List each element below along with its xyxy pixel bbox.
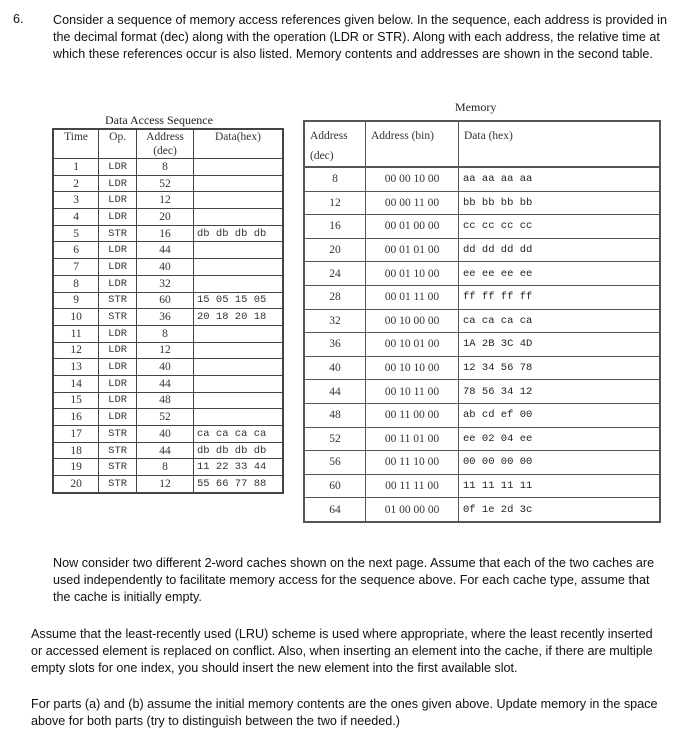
time-cell: 4 xyxy=(53,209,99,226)
op-cell: STR xyxy=(99,225,137,242)
time-cell: 12 xyxy=(53,342,99,359)
address-cell: 16 xyxy=(137,225,194,242)
memory-caption: Memory xyxy=(455,100,497,114)
data-cell: 15 05 15 05 xyxy=(194,292,284,309)
data-cell xyxy=(194,159,284,176)
time-cell: 7 xyxy=(53,259,99,276)
op-cell: LDR xyxy=(99,392,137,409)
data-hex-cell: 00 00 00 00 xyxy=(459,451,661,475)
time-cell: 20 xyxy=(53,476,99,493)
address-bin-cell: 00 10 01 00 xyxy=(366,333,459,357)
time-cell: 17 xyxy=(53,426,99,443)
address-dec-cell: 24 xyxy=(304,262,366,286)
address-cell: 8 xyxy=(137,325,194,342)
memory-row xyxy=(304,474,660,498)
address-dec-cell: 32 xyxy=(304,309,366,333)
header-op: Op. xyxy=(99,129,137,159)
op-cell: STR xyxy=(99,309,137,326)
address-dec-cell: 48 xyxy=(304,403,366,427)
sequence-row xyxy=(53,159,283,176)
op-cell: STR xyxy=(99,442,137,459)
time-cell: 16 xyxy=(53,409,99,426)
data-hex-cell: dd dd dd dd xyxy=(459,238,661,262)
address-cell: 52 xyxy=(137,175,194,192)
address-cell: 60 xyxy=(137,292,194,309)
address-dec-cell: 52 xyxy=(304,427,366,451)
data-cell xyxy=(194,342,284,359)
address-bin-cell: 00 01 01 00 xyxy=(366,238,459,262)
time-cell: 15 xyxy=(53,392,99,409)
address-dec-cell: 60 xyxy=(304,474,366,498)
sequence-row xyxy=(53,209,283,226)
data-hex-cell: ca ca ca ca xyxy=(459,309,661,333)
sequence-row xyxy=(53,442,283,459)
address-dec-cell: 56 xyxy=(304,451,366,475)
sequence-row xyxy=(53,392,283,409)
address-cell: 44 xyxy=(137,442,194,459)
time-cell: 5 xyxy=(53,225,99,242)
data-cell xyxy=(194,259,284,276)
op-cell: LDR xyxy=(99,375,137,392)
data-cell xyxy=(194,409,284,426)
time-cell: 9 xyxy=(53,292,99,309)
time-cell: 10 xyxy=(53,309,99,326)
address-cell: 40 xyxy=(137,426,194,443)
sequence-row xyxy=(53,225,283,242)
sequence-caption: Data Access Sequence xyxy=(105,113,213,127)
address-dec-cell: 36 xyxy=(304,333,366,357)
sequence-row xyxy=(53,309,283,326)
sequence-row xyxy=(53,476,283,493)
memory-row xyxy=(304,403,660,427)
op-cell: LDR xyxy=(99,242,137,259)
op-cell: LDR xyxy=(99,159,137,176)
op-cell: LDR xyxy=(99,359,137,376)
sequence-row xyxy=(53,259,283,276)
sequence-row xyxy=(53,342,283,359)
time-cell: 8 xyxy=(53,275,99,292)
data-hex-cell: cc cc cc cc xyxy=(459,215,661,239)
data-access-sequence-table xyxy=(52,128,284,494)
address-dec-cell: 20 xyxy=(304,238,366,262)
op-cell: LDR xyxy=(99,409,137,426)
sequence-row xyxy=(53,175,283,192)
address-bin-cell: 00 11 00 00 xyxy=(366,403,459,427)
memory-row xyxy=(304,167,660,191)
op-cell: STR xyxy=(99,426,137,443)
header-address-dec: Address (dec) xyxy=(304,121,366,167)
address-cell: 48 xyxy=(137,392,194,409)
data-hex-cell: ff ff ff ff xyxy=(459,285,661,309)
memory-row xyxy=(304,380,660,404)
data-hex-cell: 12 34 56 78 xyxy=(459,356,661,380)
op-cell: STR xyxy=(99,476,137,493)
data-cell xyxy=(194,375,284,392)
address-dec-cell: 44 xyxy=(304,380,366,404)
time-cell: 18 xyxy=(53,442,99,459)
header-data: Data(hex) xyxy=(194,129,284,159)
sequence-row xyxy=(53,459,283,476)
address-bin-cell: 00 00 10 00 xyxy=(366,167,459,191)
op-cell: LDR xyxy=(99,259,137,276)
address-bin-cell: 00 11 01 00 xyxy=(366,427,459,451)
time-cell: 3 xyxy=(53,192,99,209)
memory-row xyxy=(304,333,660,357)
address-cell: 8 xyxy=(137,159,194,176)
memory-row xyxy=(304,451,660,475)
address-cell: 40 xyxy=(137,259,194,276)
op-cell: LDR xyxy=(99,175,137,192)
address-bin-cell: 00 10 10 00 xyxy=(366,356,459,380)
data-cell xyxy=(194,275,284,292)
data-cell xyxy=(194,209,284,226)
op-cell: STR xyxy=(99,459,137,476)
paragraph-lru: Assume that the least-recently used (LRU) scheme is used where appropriate, where the least recently inserted or accessed element is replaced on conflict. Also, when inserting an element into the cache, if there are multiple empty slots for one index, you should insert the new element into the first available slot. xyxy=(31,627,653,675)
data-cell xyxy=(194,175,284,192)
address-bin-cell: 00 01 11 00 xyxy=(366,285,459,309)
address-bin-cell: 00 00 11 00 xyxy=(366,191,459,215)
address-bin-cell: 00 01 00 00 xyxy=(366,215,459,239)
header-address: Address (dec) xyxy=(137,129,194,159)
sequence-row xyxy=(53,275,283,292)
op-cell: LDR xyxy=(99,325,137,342)
sequence-row xyxy=(53,359,283,376)
address-dec-cell: 40 xyxy=(304,356,366,380)
time-cell: 13 xyxy=(53,359,99,376)
op-cell: LDR xyxy=(99,192,137,209)
data-hex-cell: ee ee ee ee xyxy=(459,262,661,286)
data-cell xyxy=(194,392,284,409)
address-bin-cell: 00 11 10 00 xyxy=(366,451,459,475)
paragraph-parts: For parts (a) and (b) assume the initial memory contents are the ones given above. Update memory in the space above for both parts (try to distinguish between the two if needed.) xyxy=(31,697,658,728)
address-bin-cell: 01 00 00 00 xyxy=(366,498,459,522)
data-cell: db db db db xyxy=(194,442,284,459)
address-cell: 32 xyxy=(137,275,194,292)
memory-row xyxy=(304,285,660,309)
op-cell: LDR xyxy=(99,342,137,359)
data-cell: 20 18 20 18 xyxy=(194,309,284,326)
sequence-row xyxy=(53,242,283,259)
data-cell xyxy=(194,359,284,376)
address-dec-cell: 8 xyxy=(304,167,366,191)
sequence-row xyxy=(53,375,283,392)
op-cell: LDR xyxy=(99,275,137,292)
address-cell: 12 xyxy=(137,192,194,209)
header-data-hex: Data (hex) xyxy=(459,121,661,167)
time-cell: 6 xyxy=(53,242,99,259)
address-cell: 12 xyxy=(137,342,194,359)
memory-row xyxy=(304,356,660,380)
data-hex-cell: 11 11 11 11 xyxy=(459,474,661,498)
data-hex-cell: bb bb bb bb xyxy=(459,191,661,215)
address-dec-cell: 12 xyxy=(304,191,366,215)
question-text: Consider a sequence of memory access references given below. In the sequence, each address is provided in the decimal format (dec) along with the operation (LDR or STR). Along with each address, the relative time at which these references occur is also listed. Memory contents and addresses are shown in the second table. xyxy=(53,13,667,61)
data-cell: db db db db xyxy=(194,225,284,242)
sequence-row xyxy=(53,426,283,443)
data-cell xyxy=(194,192,284,209)
memory-row xyxy=(304,309,660,333)
header-address-bin: Address (bin) xyxy=(366,121,459,167)
time-cell: 11 xyxy=(53,325,99,342)
memory-row xyxy=(304,262,660,286)
memory-row xyxy=(304,498,660,522)
time-cell: 19 xyxy=(53,459,99,476)
address-dec-cell: 28 xyxy=(304,285,366,309)
data-hex-cell: 0f 1e 2d 3c xyxy=(459,498,661,522)
sequence-row xyxy=(53,192,283,209)
data-cell xyxy=(194,242,284,259)
memory-row xyxy=(304,215,660,239)
address-dec-cell: 16 xyxy=(304,215,366,239)
time-cell: 14 xyxy=(53,375,99,392)
address-bin-cell: 00 01 10 00 xyxy=(366,262,459,286)
op-cell: STR xyxy=(99,292,137,309)
address-bin-cell: 00 11 11 00 xyxy=(366,474,459,498)
memory-row xyxy=(304,238,660,262)
address-cell: 20 xyxy=(137,209,194,226)
address-cell: 44 xyxy=(137,242,194,259)
op-cell: LDR xyxy=(99,209,137,226)
memory-row xyxy=(304,191,660,215)
data-hex-cell: 78 56 34 12 xyxy=(459,380,661,404)
data-hex-cell: ee 02 04 ee xyxy=(459,427,661,451)
data-hex-cell: ab cd ef 00 xyxy=(459,403,661,427)
data-cell xyxy=(194,325,284,342)
data-cell: 11 22 33 44 xyxy=(194,459,284,476)
data-cell: 55 66 77 88 xyxy=(194,476,284,493)
time-cell: 2 xyxy=(53,175,99,192)
address-dec-cell: 64 xyxy=(304,498,366,522)
address-cell: 8 xyxy=(137,459,194,476)
question-number: 6. xyxy=(13,12,24,26)
address-cell: 44 xyxy=(137,375,194,392)
data-hex-cell: aa aa aa aa xyxy=(459,167,661,191)
sequence-row xyxy=(53,292,283,309)
header-time: Time xyxy=(53,129,99,159)
sequence-row xyxy=(53,325,283,342)
paragraph-caches: Now consider two different 2-word caches shown on the next page. Assume that each of the two caches are used independently to facilitate memory access for the sequence above. For each cache type, assume that the cache is initially empty. xyxy=(53,556,655,604)
time-cell: 1 xyxy=(53,159,99,176)
address-cell: 52 xyxy=(137,409,194,426)
data-hex-cell: 1A 2B 3C 4D xyxy=(459,333,661,357)
memory-row xyxy=(304,427,660,451)
memory-table xyxy=(303,120,661,523)
address-cell: 36 xyxy=(137,309,194,326)
address-bin-cell: 00 10 00 00 xyxy=(366,309,459,333)
data-cell: ca ca ca ca xyxy=(194,426,284,443)
sequence-row xyxy=(53,409,283,426)
address-bin-cell: 00 10 11 00 xyxy=(366,380,459,404)
address-cell: 12 xyxy=(137,476,194,493)
address-cell: 40 xyxy=(137,359,194,376)
